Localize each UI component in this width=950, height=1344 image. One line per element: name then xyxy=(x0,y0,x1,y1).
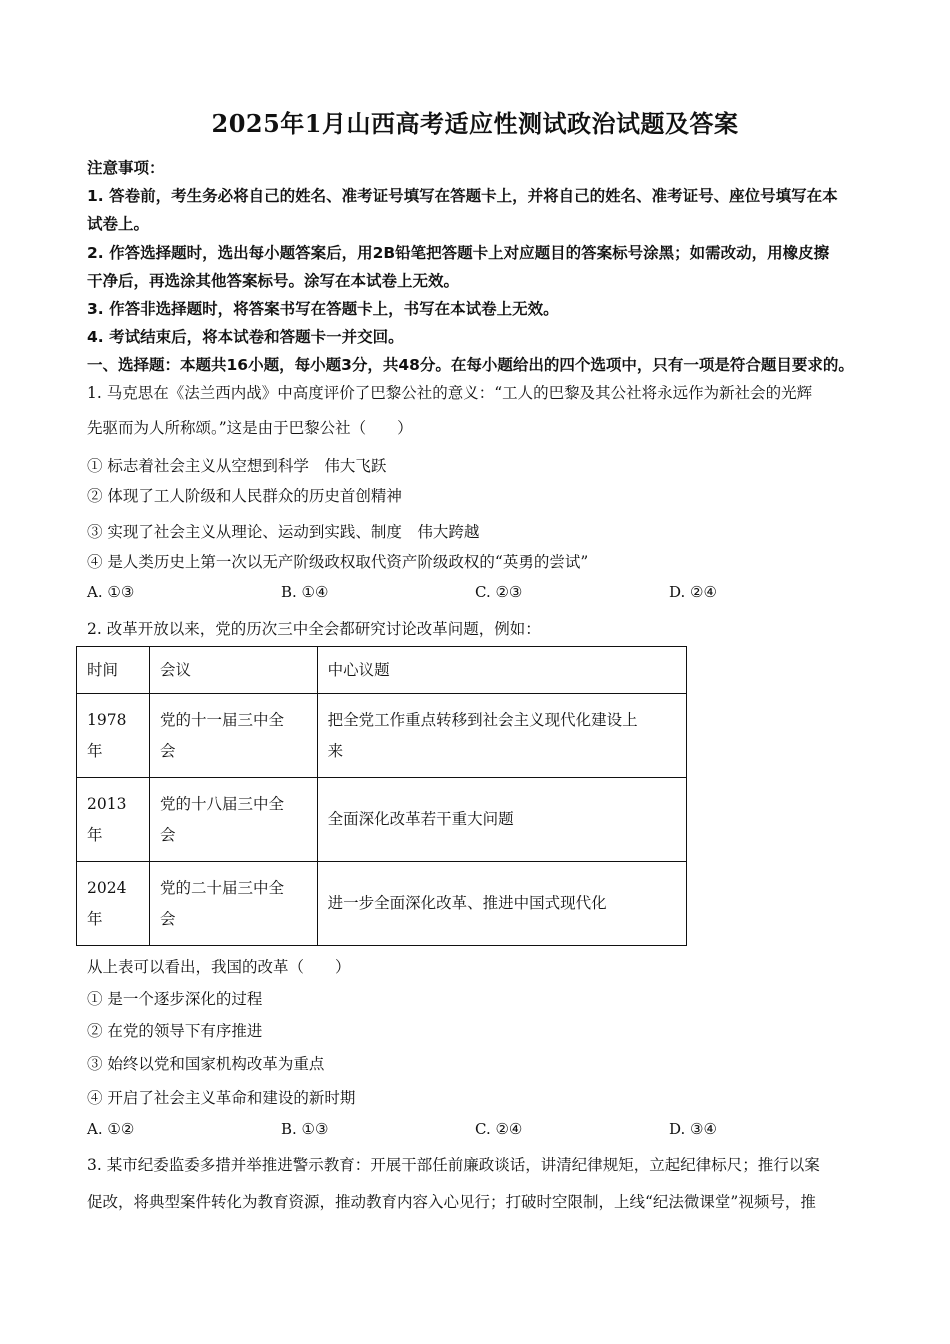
notice-item-2-line-2: 干净后，再选涂其他答案标号。涂写在本试卷上无效。 xyxy=(87,272,460,290)
topic-line-1: 把全党工作重点转移到社会主义现代化建设上 xyxy=(327,710,638,729)
meeting-line-2: 会 xyxy=(159,909,176,928)
q1-statement-4: ④ 是人类历史上第一次以无产阶级政权取代资产阶级政权的“英勇的尝试” xyxy=(87,553,589,571)
table-cell-topic xyxy=(317,694,686,778)
q2-stem: 2. 改革开放以来，党的历次三中全会都研究讨论改革问题，例如： xyxy=(87,620,541,638)
table-cell-time: 2024年 xyxy=(77,862,150,946)
notice-item-1-line-2: 试卷上。 xyxy=(87,215,150,233)
section-1-heading: 一、选择题：本题共16小题，每小题3分，共48分。在每小题给出的四个选项中，只有一项是符合题目要求的。 xyxy=(87,356,854,374)
table-row xyxy=(77,862,687,946)
q1-statement-2: ② 体现了工人阶级和人民群众的历史首创精神 xyxy=(87,487,402,505)
table-header-row xyxy=(77,647,687,694)
q1-option-b: B. ①④ xyxy=(281,583,329,601)
q1-statement-3: ③ 实现了社会主义从理论、运动到实践、制度 伟大跨越 xyxy=(87,523,480,541)
q1-statement-1: ① 标志着社会主义从空想到科学 伟大飞跃 xyxy=(87,457,387,475)
table-cell-time: 2013年 xyxy=(77,778,150,862)
table-cell-meeting xyxy=(149,694,317,778)
table-cell-topic: 全面深化改革若干重大问题 xyxy=(317,778,686,862)
notice-heading: 注意事项： xyxy=(87,159,165,177)
q1-stem-line-1: 1. 马克思在《法兰西内战》中高度评价了巴黎公社的意义：“工人的巴黎及其公社将永远作为新社会的光辉 xyxy=(87,384,813,402)
table-cell-topic: 进一步全面深化改革、推进中国式现代化 xyxy=(317,862,686,946)
q3-stem-line-1: 3. 某市纪委监委多措并举推进警示教育：开展干部任前廉政谈话，讲清纪律规矩，立起纪律标尺；推行以案 xyxy=(87,1156,820,1174)
q2-option-d: D. ③④ xyxy=(669,1120,717,1138)
q2-statement-4: ④ 开启了社会主义革命和建设的新时期 xyxy=(87,1089,356,1107)
meeting-line-2: 会 xyxy=(159,825,176,844)
table-header-cell: 中心议题 xyxy=(317,647,686,694)
q1-stem-line-2: 先驱而为人所称颂。”这是由于巴黎公社（ ） xyxy=(87,419,413,437)
meeting-line-1: 党的十八届三中全 xyxy=(159,794,284,813)
meeting-line-2: 会 xyxy=(159,741,176,760)
notice-item-1-line-1: 1. 答卷前，考生务必将自己的姓名、准考证号填写在答题卡上，并将自己的姓名、准考证号、座位号填写在本 xyxy=(87,187,838,205)
q2-after-table: 从上表可以看出，我国的改革（ ） xyxy=(87,958,351,976)
table-header-cell: 时间 xyxy=(77,647,150,694)
table-cell-meeting xyxy=(149,862,317,946)
q2-table xyxy=(76,646,687,946)
meeting-line-1: 党的二十届三中全 xyxy=(159,878,284,897)
document-title: 2025年1月山西高考适应性测试政治试题及答案 xyxy=(211,109,739,138)
q2-option-c: C. ②④ xyxy=(475,1120,523,1138)
q1-option-d: D. ②④ xyxy=(669,583,717,601)
table-row xyxy=(77,778,687,862)
q1-option-a: A. ①③ xyxy=(87,583,135,601)
table-cell-time: 1978年 xyxy=(77,694,150,778)
q1-option-c: C. ②③ xyxy=(475,583,523,601)
q2-option-a: A. ①② xyxy=(87,1120,135,1138)
table-header-cell: 会议 xyxy=(149,647,317,694)
notice-item-4: 4. 考试结束后，将本试卷和答题卡一并交回。 xyxy=(87,328,404,346)
q2-statement-2: ② 在党的领导下有序推进 xyxy=(87,1022,263,1040)
table-cell-meeting xyxy=(149,778,317,862)
table-row xyxy=(77,694,687,778)
q2-statement-3: ③ 始终以党和国家机构改革为重点 xyxy=(87,1055,325,1073)
notice-item-2-line-1: 2. 作答选择题时，选出每小题答案后，用2B铅笔把答题卡上对应题目的答案标号涂黑；如需改动，用橡皮擦 xyxy=(87,244,830,262)
topic-line-2: 来 xyxy=(327,741,344,760)
q3-stem-line-2: 促改，将典型案件转化为教育资源，推动教育内容入心见行；打破时空限制，上线“纪法微课堂”视频号，推 xyxy=(87,1193,816,1211)
meeting-line-1: 党的十一届三中全 xyxy=(159,710,284,729)
q2-statement-1: ① 是一个逐步深化的过程 xyxy=(87,990,263,1008)
q2-option-b: B. ①③ xyxy=(281,1120,329,1138)
notice-item-3: 3. 作答非选择题时，将答案书写在答题卡上，书写在本试卷上无效。 xyxy=(87,300,559,318)
